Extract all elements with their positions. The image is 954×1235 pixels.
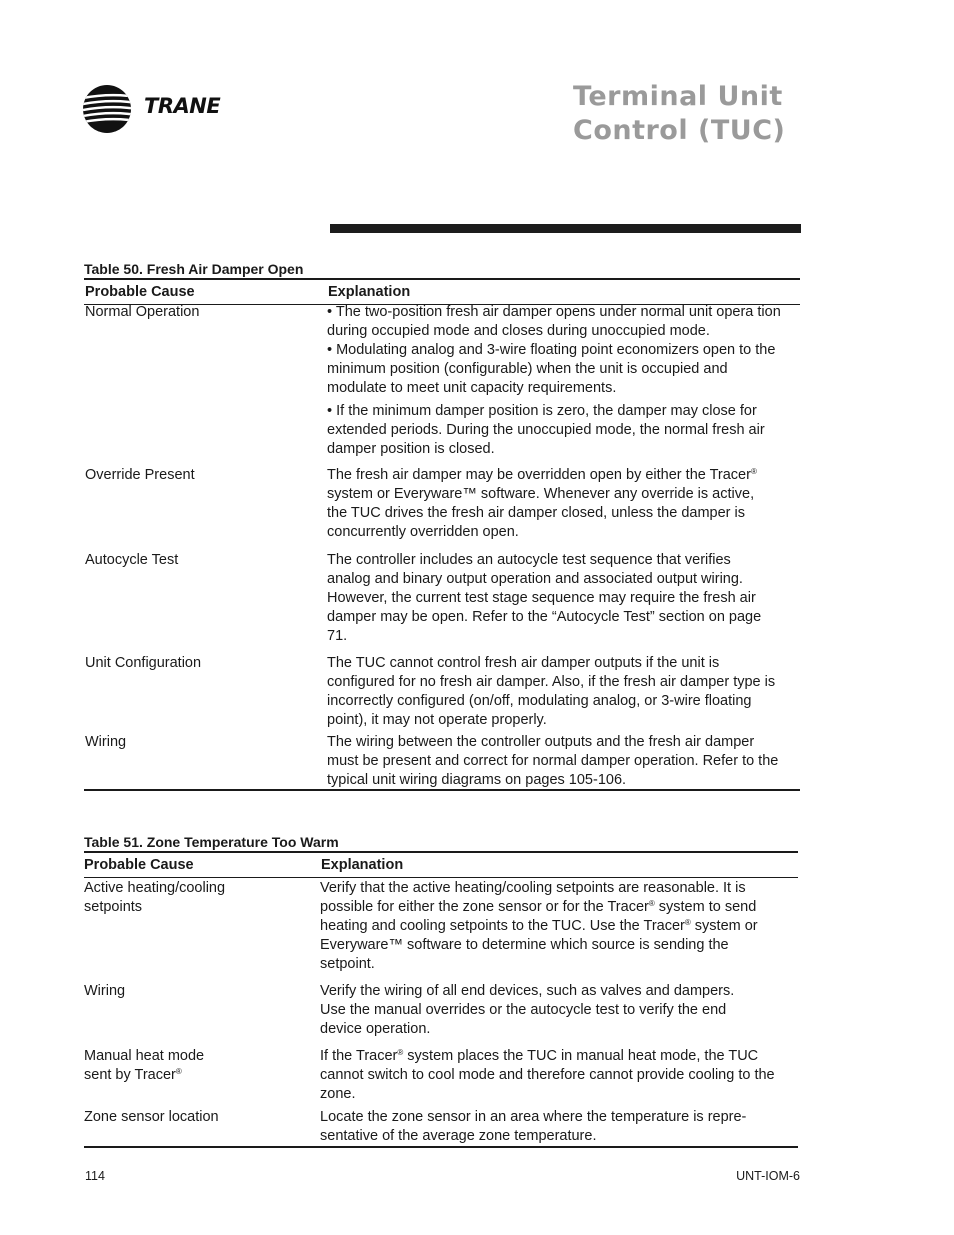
probable-cause: Normal Operation xyxy=(85,304,200,320)
probable-cause: Zone sensor location xyxy=(84,1109,219,1125)
table-51-header xyxy=(84,851,798,878)
column-header-explanation: Explanation xyxy=(328,284,411,300)
trane-wordmark: TRANE xyxy=(144,94,221,118)
title-line-2: Control (TUC) xyxy=(573,115,786,146)
registered-mark: ® xyxy=(684,918,691,927)
explanation: The wiring between the controller outputs and the fresh air damper must be present and correct for normal damper operation. Refer to the typical unit wiring diagrams on pages 105-106. xyxy=(327,734,779,788)
document-title xyxy=(573,80,785,148)
probable-cause: Wiring xyxy=(84,983,126,999)
bullet-item: • The two-position fresh air damper opens under normal unit opera tion during occupied mode and closes during unoccupied mode. xyxy=(327,304,781,339)
registered-mark: ® xyxy=(175,1067,182,1076)
registered-mark: ® xyxy=(648,899,655,908)
header-rule xyxy=(330,224,801,233)
probable-cause: Wiring xyxy=(85,734,127,750)
explanation: The fresh air damper may be overridden open by either the Tracer® system or Everyware™ software. Whenever any override is active, the TUC drives the fresh air damper closed, unless the damper is concurrently overridden open. xyxy=(327,467,757,540)
probable-cause: Unit Configuration xyxy=(85,655,202,671)
table-51 xyxy=(84,834,798,1148)
explanation: The TUC cannot control fresh air damper outputs if the unit is configured for no fresh air damper. Also, if the fresh air damper type is incorrectly configured (on/off, modulating analog, or 3-wire floating point), it may not operate properly. xyxy=(327,655,776,728)
bullet-item: • Modulating analog and 3-wire floating point economizers open to the minimum position (configurable) when the unit is occupied and modulate to meet unit capacity requirements. xyxy=(327,342,776,396)
column-header-cause: Probable Cause xyxy=(84,857,194,873)
table-51-caption: Table 51. Zone Temperature Too Warm xyxy=(84,834,339,850)
registered-mark: ® xyxy=(397,1048,404,1057)
explanation: If the Tracer® system places the TUC in manual heat mode, the TUC cannot switch to cool mode and therefore cannot provide cooling to the zone. xyxy=(320,1048,775,1102)
table-50-caption: Table 50. Fresh Air Damper Open xyxy=(84,261,304,277)
probable-cause: Override Present xyxy=(85,467,195,483)
title-line-1: Terminal Unit xyxy=(573,81,783,112)
column-header-explanation: Explanation xyxy=(321,857,404,873)
explanation xyxy=(327,303,787,459)
explanation: Locate the zone sensor in an area where the temperature is repre- sentative of the average zone temperature. xyxy=(320,1109,747,1144)
trane-logo xyxy=(82,84,242,134)
explanation: The controller includes an autocycle test sequence that verifies analog and binary output operation and associated output wiring. However, the current test stage sequence may require the fresh air damper may be open. Refer to the “Autocycle Test” section on page 71. xyxy=(327,552,762,644)
table-50-header xyxy=(84,278,800,305)
trane-globe-icon xyxy=(82,84,132,134)
probable-cause: Active heating/cooling setpoints xyxy=(84,880,226,915)
document-code: UNT-IOM-6 xyxy=(736,1169,800,1183)
column-header-cause: Probable Cause xyxy=(85,284,195,300)
page-number: 114 xyxy=(85,1169,105,1183)
bullet-item: • If the minimum damper position is zero, the damper may close for extended periods. During the unoccupied mode, the normal fresh air damper position is closed. xyxy=(327,403,765,457)
explanation: Verify the wiring of all end devices, such as valves and dampers. Use the manual overrides or the autocycle test to verify the end device operation. xyxy=(320,983,735,1037)
explanation: Verify that the active heating/cooling setpoints are reasonable. It is possible for either the zone sensor or for the Tracer® system to send heating and cooling setpoints to the TUC. Use the Tracer® system or Everyware™ software to determine which source is sending the setpoint. xyxy=(320,880,758,972)
probable-cause: Autocycle Test xyxy=(85,552,179,568)
table-50-body xyxy=(84,305,800,791)
table-51-body xyxy=(84,878,798,1148)
probable-cause: Manual heat mode sent by Tracer® xyxy=(84,1048,205,1083)
table-50 xyxy=(84,261,800,791)
registered-mark: ® xyxy=(750,467,757,476)
